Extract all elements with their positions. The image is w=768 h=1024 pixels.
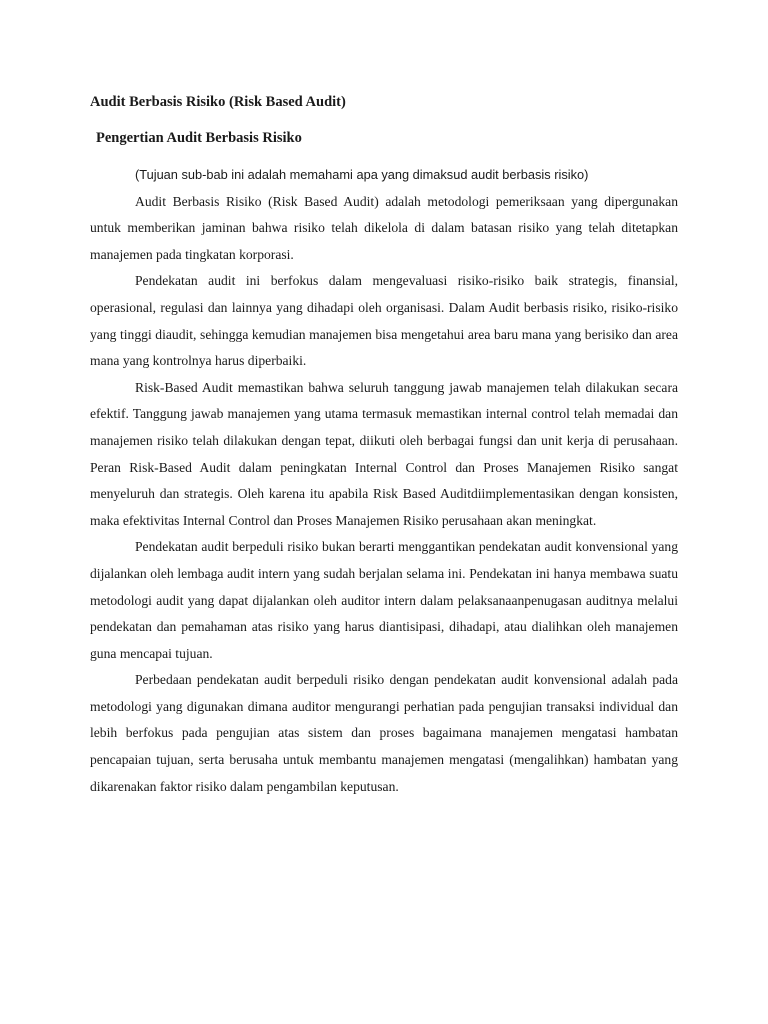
paragraph-approach: Pendekatan audit ini berfokus dalam mengevaluasi risiko-risiko baik strategis, finansial, operasional, regulasi dan lainnya yang dihadapi oleh organisasi. Dalam Audit berbasis risiko, risiko-risiko yang tinggi diaudit, sehingga kemudian manajemen bisa mengetahui area baru mana yang berisiko dan area mana yang kontrolnya harus diperbaiki. (90, 273, 678, 369)
paragraph-responsibility: Risk-Based Audit memastikan bahwa seluruh tanggung jawab manajemen telah dilakukan secara efektif. Tanggung jawab manajemen yang utama termasuk memastikan internal control telah memadai dan manajemen risiko telah dilakukan dengan tepat, diikuti oleh berbagai fungsi dan unit kerja di perusahaan. Peran Risk-Based Audit dalam peningkatan Internal Control dan Proses Manajemen Risiko sangat menyeluruh dan strategis. Oleh karena itu apabila Risk Based Auditdiimplementasikan dengan konsisten, maka efektivitas Internal Control dan Proses Manajemen Risiko perusahaan akan meningkat. (90, 379, 678, 528)
section-heading: Pengertian Audit Berbasis Risiko (96, 130, 302, 146)
paragraph-difference: Perbedaan pendekatan audit berpeduli risiko dengan pendekatan audit konvensional adalah pada metodologi yang digunakan dimana auditor mengurangi perhatian pada pengujian transaksi individual dan lebih berfokus pada pengujian atas sistem dan proses bagaimana manajemen mengatasi hambatan pencapaian tujuan, serta berusaha untuk membantu manajemen mengatasi (mengalihkan) hambatan yang dikarenakan faktor risiko dalam pengambilan keputusan. (90, 672, 678, 794)
paragraph-definition: Audit Berbasis Risiko (Risk Based Audit) adalah metodologi pemeriksaan yang dipergunakan untuk memberikan jaminan bahwa risiko telah dikelola di dalam batasan risiko yang telah ditetapkan manajemen pada tingkatan korporasi. (90, 193, 678, 262)
document-title: Audit Berbasis Risiko (Risk Based Audit) (90, 94, 346, 110)
document-page (90, 92, 678, 800)
paragraph-purpose: (Tujuan sub-bab ini adalah memahami apa yang dimaksud audit berbasis risiko) (135, 167, 589, 182)
paragraph-conventional: Pendekatan audit berpeduli risiko bukan berarti menggantikan pendekatan audit konvensional yang dijalankan oleh lembaga audit intern yang sudah berjalan selama ini. Pendekatan ini hanya membawa suatu metodologi audit yang dapat dijalankan oleh auditor intern dalam pelaksanaanpenugasan auditnya melalui pendekatan dan pemahaman atas risiko yang harus diantisipasi, dihadapi, atau dialihkan oleh manajemen guna mencapai tujuan. (90, 539, 678, 661)
